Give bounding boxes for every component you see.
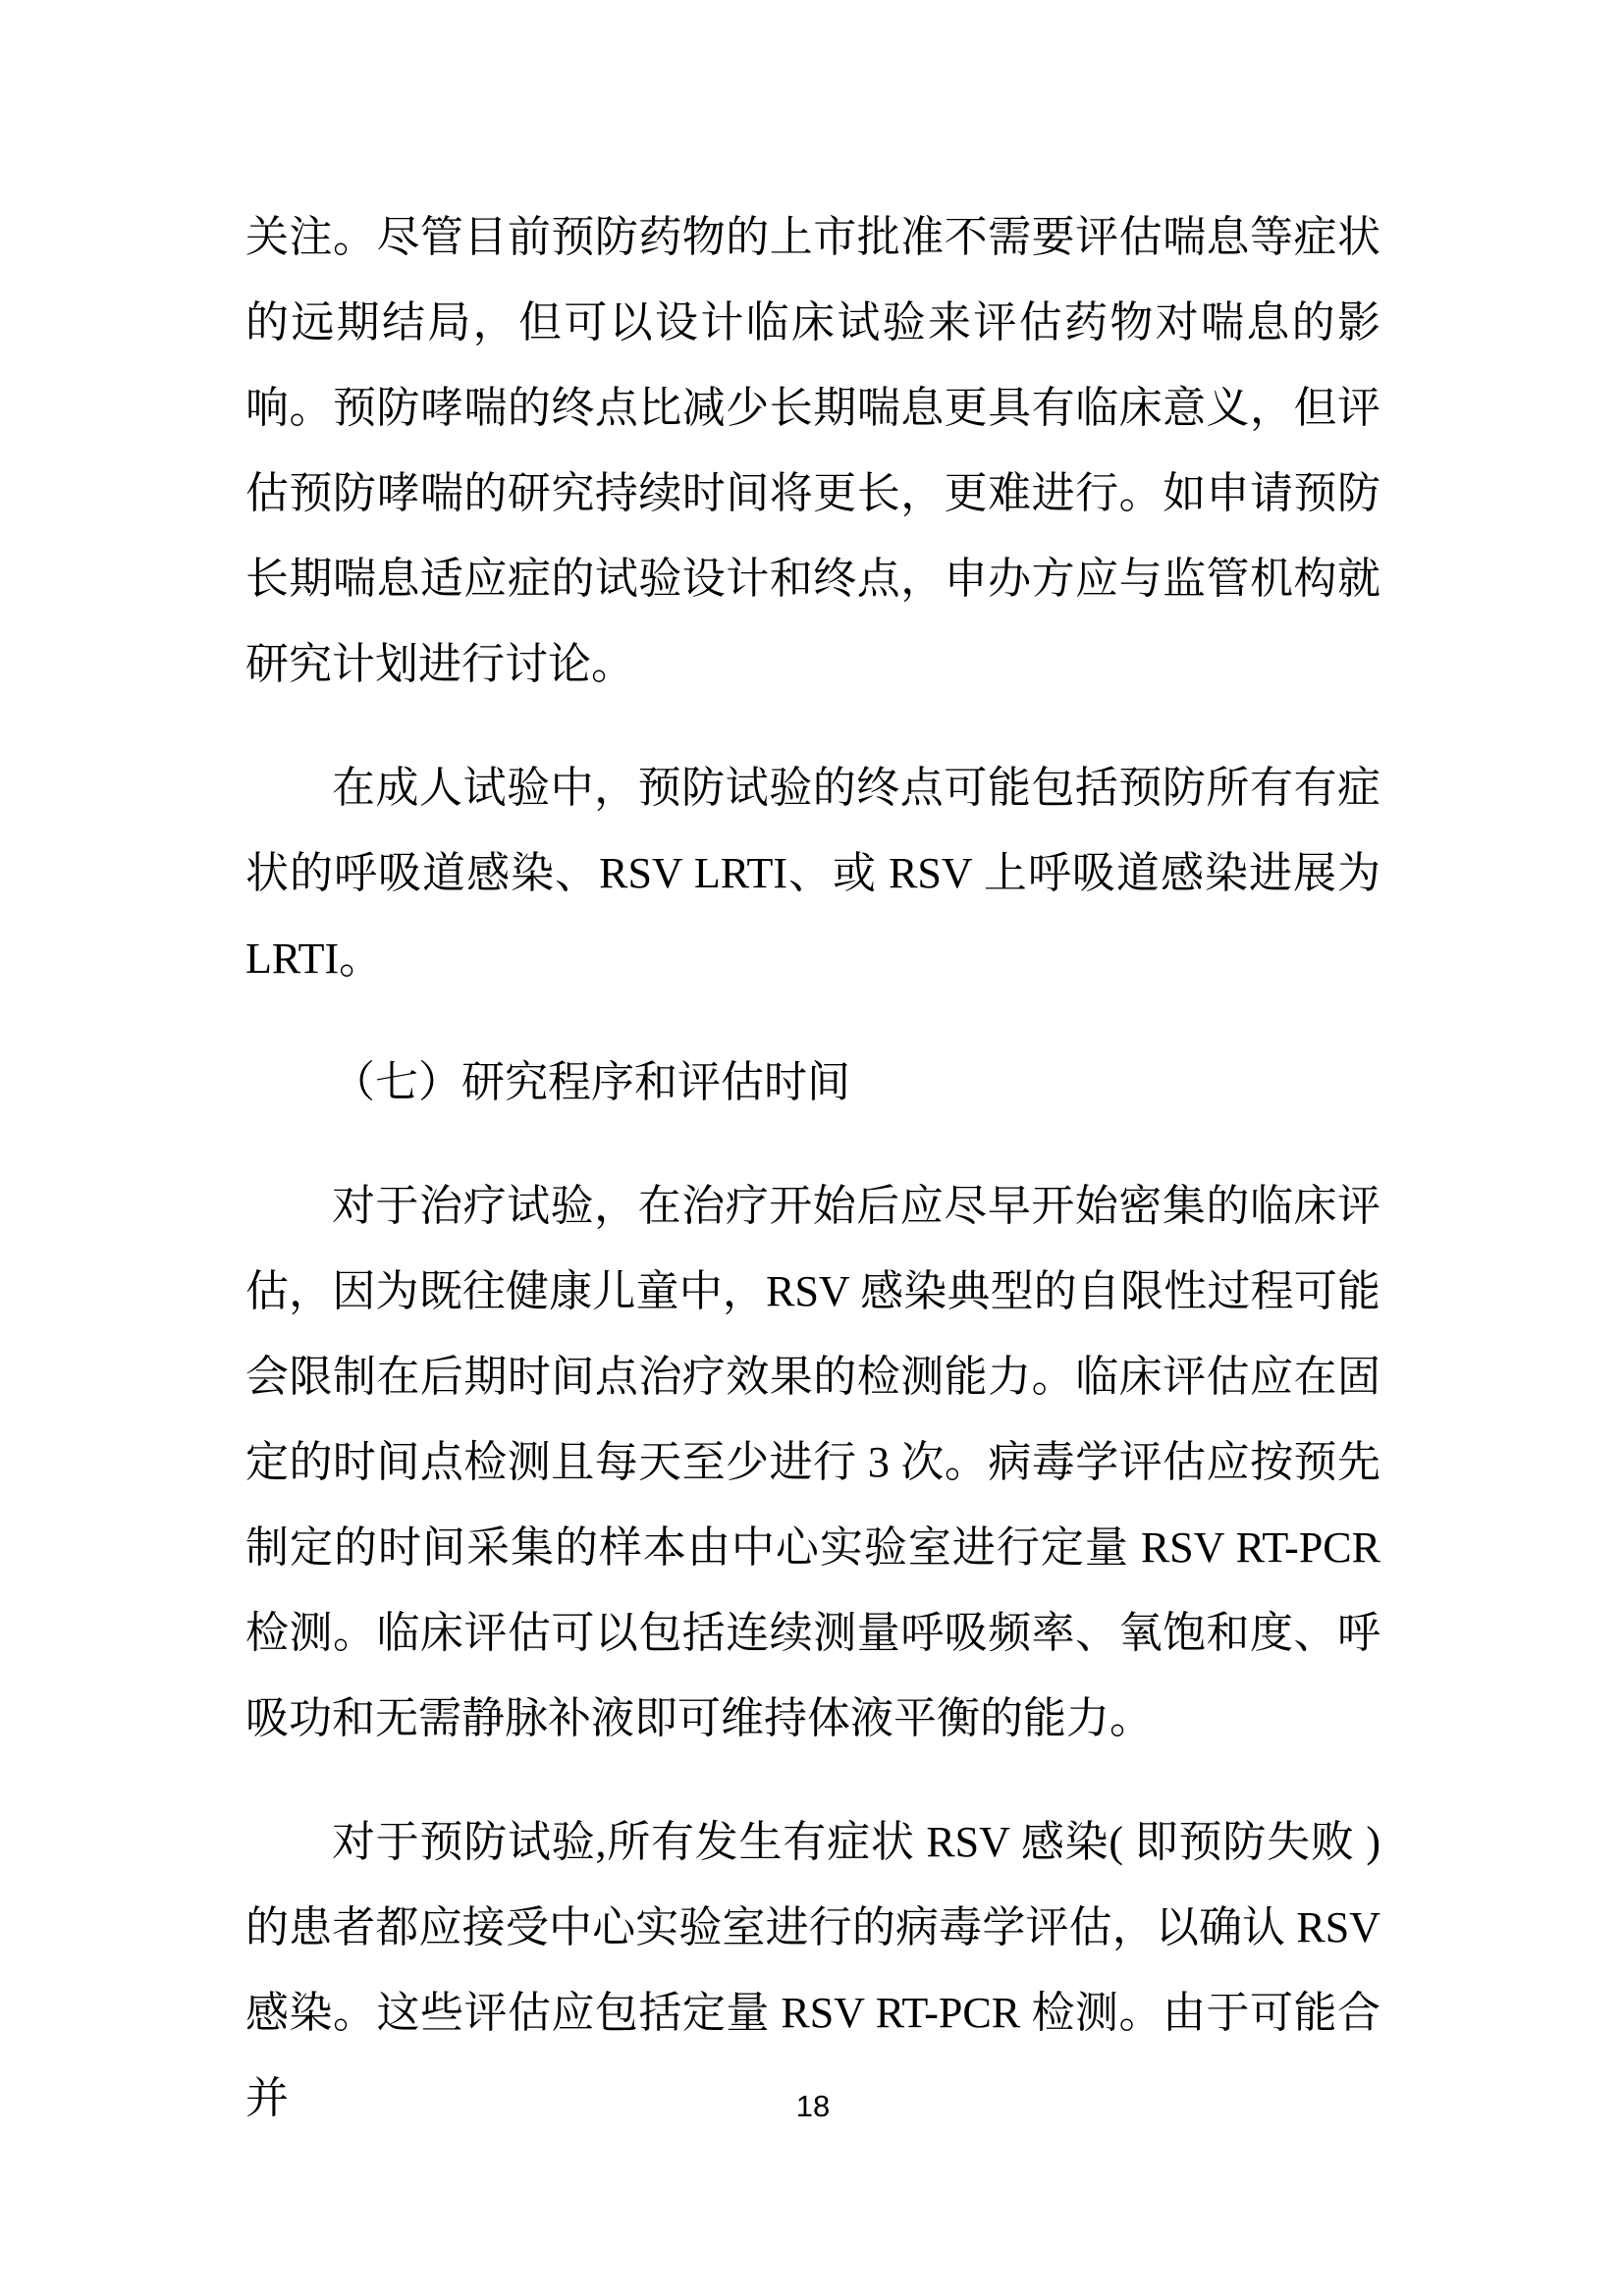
paragraph-prevention-trial-assessments: 对于预防试验,所有发生有症状 RSV 感染( 即预防失败 )的患者都应接受中心实验室进行的病毒学评估，以确认 RSV 感染。这些评估应包括定量 RSV RT-PCR 检测。由于可能合并 bbox=[245, 1818, 1380, 2122]
paragraph-adult-trial-endpoints: 在成人试验中，预防试验的终点可能包括预防所有有症状的呼吸道感染、RSV LRTI、或 RSV 上呼吸道感染进展为 LRTI。 bbox=[245, 764, 1380, 983]
page-number: 18 bbox=[795, 2089, 831, 2123]
section-heading-study-procedures: （七）研究程序和评估时间 bbox=[332, 1058, 850, 1106]
paragraph-treatment-trial-assessments: 对于治疗试验，在治疗开始后应尽早开始密集的临床评估，因为既往健康儿童中，RSV 感染典型的自限性过程可能会限制在后期时间点治疗效果的检测能力。临床评估应在固定的时间点检测且每天至少进行 3 次。病毒学评估应按预先制定的时间采集的样本由中心实验室进行定量 RSV RT-PCR 检测。临床评估可以包括连续测量呼吸频率、氧饱和度、呼吸功和无需静脉补液即可维持体液平衡的能力。 bbox=[245, 1182, 1380, 1742]
paragraph-wheezing-endpoints: 关注。尽管目前预防药物的上市批准不需要评估喘息等症状的远期结局，但可以设计临床试验来评估药物对喘息的影响。预防哮喘的终点比减少长期喘息更具有临床意义，但评估预防哮喘的研究持续时间将更长，更难进行。如申请预防长期喘息适应症的试验设计和终点，申办方应与监管机构就研究计划进行讨论。 bbox=[245, 213, 1380, 688]
page-content bbox=[245, 194, 1380, 2141]
